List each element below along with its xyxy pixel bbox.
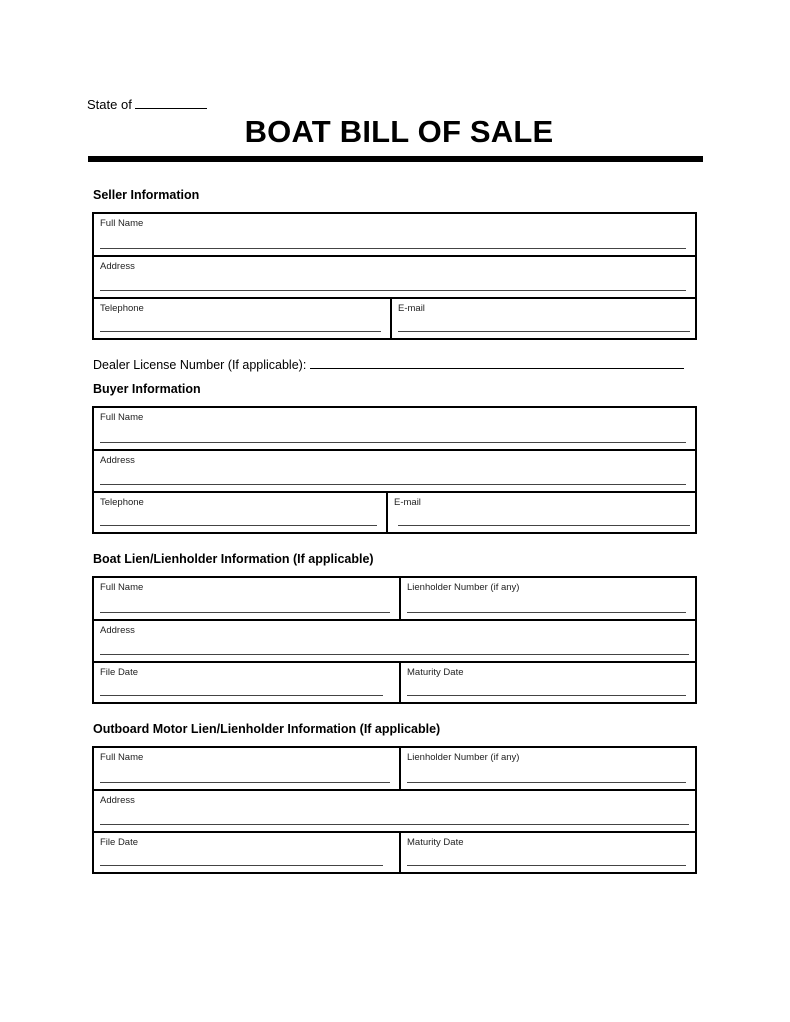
- seller-heading: Seller Information: [93, 188, 200, 202]
- state-input[interactable]: [135, 97, 207, 109]
- dealer-license-field: [93, 357, 684, 372]
- motor-lien-heading: Outboard Motor Lien/Lienholder Information (If applicable): [93, 722, 441, 736]
- motor-lien-address-field[interactable]: [94, 791, 695, 831]
- buyer-full-name-label: Full Name: [100, 412, 144, 423]
- seller-telephone-field[interactable]: [94, 299, 390, 338]
- buyer-info-box: [92, 406, 697, 534]
- seller-email-field[interactable]: [390, 299, 695, 338]
- buyer-heading: Buyer Information: [93, 382, 201, 396]
- title-divider: [88, 156, 703, 162]
- dealer-license-label: Dealer License Number (If applicable):: [93, 358, 307, 372]
- buyer-email-line[interactable]: [398, 525, 690, 526]
- seller-full-name-field[interactable]: [94, 214, 695, 255]
- buyer-telephone-label: Telephone: [100, 497, 144, 508]
- boat-lien-maturity-date-line[interactable]: [407, 695, 686, 696]
- buyer-telephone-line[interactable]: [100, 525, 377, 526]
- seller-address-field[interactable]: [94, 257, 695, 297]
- motor-lien-file-date-label: File Date: [100, 837, 139, 848]
- seller-telephone-line[interactable]: [100, 331, 381, 332]
- dealer-license-input[interactable]: [310, 357, 684, 369]
- seller-full-name-line[interactable]: [100, 248, 686, 249]
- boat-lien-file-date-field[interactable]: [94, 663, 399, 702]
- buyer-email-field[interactable]: [386, 493, 695, 532]
- motor-lien-maturity-date-line[interactable]: [407, 865, 686, 866]
- motor-lien-full-name-label: Full Name: [100, 752, 144, 763]
- boat-lien-box: [92, 576, 697, 704]
- motor-lien-full-name-field[interactable]: [94, 748, 399, 789]
- seller-telephone-label: Telephone: [100, 303, 144, 314]
- motor-lien-number-field[interactable]: [399, 748, 695, 789]
- motor-lien-file-date-line[interactable]: [100, 865, 383, 866]
- motor-lien-number-line[interactable]: [407, 782, 686, 783]
- boat-lien-address-field[interactable]: [94, 621, 695, 661]
- seller-full-name-label: Full Name: [100, 218, 144, 229]
- motor-lien-full-name-line[interactable]: [100, 782, 390, 783]
- boat-lien-address-line[interactable]: [100, 654, 689, 655]
- seller-address-line[interactable]: [100, 290, 686, 291]
- motor-lien-address-label: Address: [100, 795, 135, 806]
- buyer-full-name-line[interactable]: [100, 442, 686, 443]
- buyer-full-name-field[interactable]: [94, 408, 695, 449]
- boat-lien-full-name-line[interactable]: [100, 612, 390, 613]
- boat-lien-number-field[interactable]: [399, 578, 695, 619]
- motor-lien-address-line[interactable]: [100, 824, 689, 825]
- boat-lien-number-line[interactable]: [407, 612, 686, 613]
- buyer-email-label: E-mail: [394, 497, 421, 508]
- buyer-address-line[interactable]: [100, 484, 686, 485]
- boat-lien-heading: Boat Lien/Lienholder Information (If applicable): [93, 552, 374, 566]
- motor-lien-box: [92, 746, 697, 874]
- state-label: State of: [87, 97, 132, 112]
- seller-address-label: Address: [100, 261, 135, 272]
- seller-email-line[interactable]: [398, 331, 690, 332]
- boat-lien-maturity-date-field[interactable]: [399, 663, 695, 702]
- document-title: BOAT BILL OF SALE: [244, 114, 554, 149]
- buyer-telephone-field[interactable]: [94, 493, 386, 532]
- motor-lien-maturity-date-field[interactable]: [399, 833, 695, 872]
- buyer-address-label: Address: [100, 455, 135, 466]
- state-field: [87, 97, 207, 112]
- boat-lien-address-label: Address: [100, 625, 135, 636]
- seller-info-box: [92, 212, 697, 340]
- boat-lien-file-date-label: File Date: [100, 667, 139, 678]
- boat-lien-full-name-field[interactable]: [94, 578, 399, 619]
- buyer-address-field[interactable]: [94, 451, 695, 491]
- motor-lien-file-date-field[interactable]: [94, 833, 399, 872]
- seller-email-label: E-mail: [398, 303, 425, 314]
- boat-lien-full-name-label: Full Name: [100, 582, 144, 593]
- motor-lien-number-label: Lienholder Number (if any): [407, 752, 520, 763]
- boat-lien-file-date-line[interactable]: [100, 695, 383, 696]
- boat-lien-maturity-date-label: Maturity Date: [407, 667, 464, 678]
- motor-lien-maturity-date-label: Maturity Date: [407, 837, 464, 848]
- boat-lien-number-label: Lienholder Number (if any): [407, 582, 520, 593]
